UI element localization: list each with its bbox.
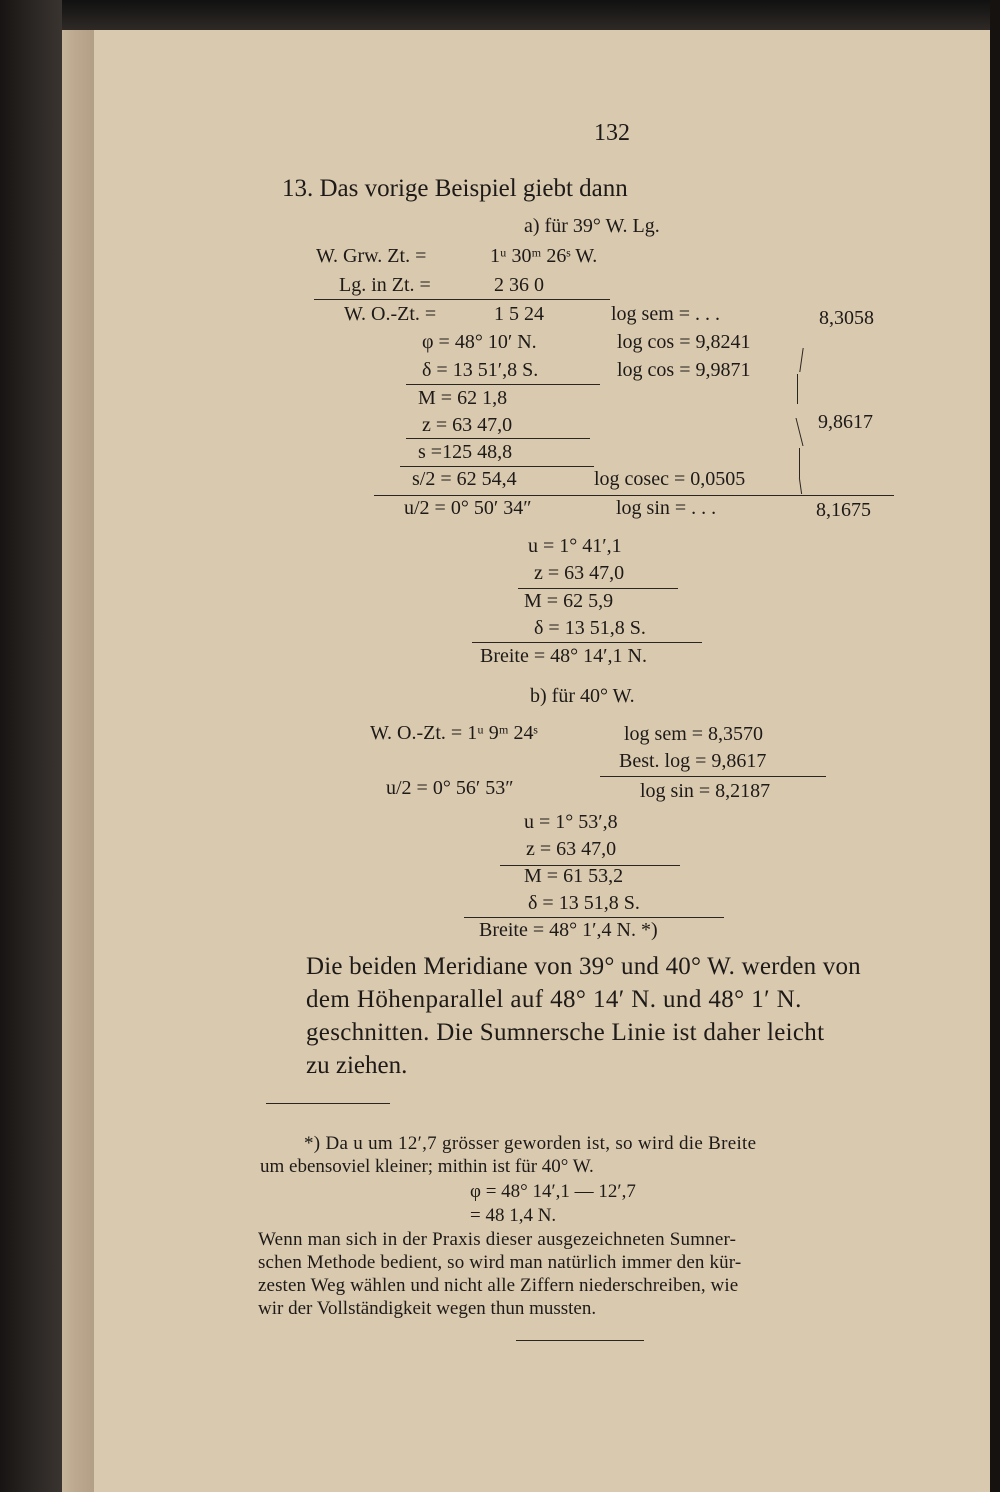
part-b-title: b) für 40° W.: [530, 685, 635, 707]
rule: [472, 642, 702, 643]
result-breite: Breite = 48° 1′,4 N. *): [479, 919, 658, 941]
footnote-line: schen Methode bedient, so wird man natürlich immer den kür-: [258, 1252, 742, 1273]
bracket: [797, 374, 798, 404]
result-line: z = 63 47,0: [526, 838, 617, 860]
rule: [600, 776, 826, 777]
log-label: log sin = 8,2187: [640, 780, 771, 802]
row-label: u/2 = 0° 56′ 53″: [386, 777, 514, 799]
bracket: [796, 418, 804, 446]
row-label: δ = 13 51′,8 S.: [422, 359, 539, 381]
rule: [314, 299, 610, 300]
row-label: φ = 48° 10′ N.: [422, 331, 537, 353]
row-label: s =125 48,8: [418, 441, 513, 463]
rule: [406, 384, 600, 385]
bracket: [799, 478, 802, 494]
footnote-line: φ = 48° 14′,1 — 12′,7: [470, 1181, 636, 1202]
result-line: z = 63 47,0: [534, 562, 625, 584]
bracket: [799, 448, 800, 478]
row-label: W. O.-Zt. = 1ᵘ 9ᵐ 24ˢ: [370, 722, 538, 744]
log-sum: 9,8617: [818, 411, 873, 433]
scan-top-edge: [0, 0, 1000, 30]
result-line: M = 61 53,2: [524, 865, 624, 887]
row-value: 1ᵘ 30ᵐ 26ˢ W.: [490, 245, 598, 267]
result-line: M = 62 5,9: [524, 590, 614, 612]
log-value: 8,3058: [819, 307, 874, 329]
page-gutter: [62, 30, 94, 1492]
rule: [406, 438, 590, 439]
rule: [400, 466, 594, 467]
footnote-line: *) Da u um 12′,7 grösser geworden ist, so wird die Breite: [304, 1133, 757, 1154]
row-value: 1 5 24: [494, 303, 544, 325]
paragraph-line: dem Höhenparallel auf 48° 14′ N. und 48° 1′ N.: [306, 986, 802, 1013]
bracket: [799, 348, 803, 372]
paragraph-line: Die beiden Meridiane von 39° und 40° W. werden von: [306, 953, 861, 980]
end-rule: [516, 1340, 644, 1341]
paragraph-line: geschnitten. Die Sumnersche Linie ist daher leicht: [306, 1019, 825, 1046]
result-line: δ = 13 51,8 S.: [534, 617, 646, 639]
result-line: u = 1° 53′,8: [524, 811, 618, 833]
log-label: log sem = 8,3570: [624, 723, 764, 745]
rule: [518, 588, 678, 589]
rule: [374, 495, 894, 496]
footnote-separator: [266, 1103, 390, 1104]
row-label: M = 62 1,8: [418, 387, 508, 409]
footnote-line: zesten Weg wählen und nicht alle Ziffern niederschreiben, wie: [258, 1275, 739, 1296]
footnote-line: um ebensoviel kleiner; mithin ist für 40° W.: [260, 1156, 594, 1177]
book-page: [94, 30, 990, 1492]
footnote-line: Wenn man sich in der Praxis dieser ausgezeichneten Sumner-: [258, 1229, 737, 1250]
row-label: W. O.-Zt. =: [344, 303, 437, 325]
row-label: s/2 = 62 54,4: [412, 468, 517, 490]
footnote-line: wir der Vollständigkeit wegen thun mussten.: [258, 1298, 597, 1319]
log-value: 8,1675: [816, 499, 871, 521]
page-number: 132: [594, 120, 630, 146]
log-label: log cos = 9,8241: [617, 331, 751, 353]
log-label: log sin = . . .: [616, 497, 717, 519]
result-line: u = 1° 41′,1: [528, 535, 622, 557]
rule: [464, 917, 724, 918]
log-label: Best. log = 9,8617: [619, 750, 767, 772]
paragraph-line: zu ziehen.: [306, 1052, 408, 1079]
row-label: z = 63 47,0: [422, 414, 513, 436]
result-breite: Breite = 48° 14′,1 N.: [480, 645, 647, 667]
part-a-title: a) für 39° W. Lg.: [524, 215, 660, 237]
result-line: δ = 13 51,8 S.: [528, 892, 640, 914]
scan-right-edge: [990, 0, 1000, 1492]
row-label: u/2 = 0° 50′ 34″: [404, 497, 532, 519]
log-label: log cos = 9,9871: [617, 359, 751, 381]
book-binding: [0, 0, 62, 1492]
row-value: 2 36 0: [494, 274, 544, 296]
log-label: log cosec = 0,0505: [594, 468, 746, 490]
row-label: Lg. in Zt. =: [339, 274, 431, 296]
log-label: log sem = . . .: [611, 303, 721, 325]
row-label: W. Grw. Zt. =: [316, 245, 427, 267]
footnote-line: = 48 1,4 N.: [470, 1205, 557, 1226]
section-heading: 13. Das vorige Beispiel giebt dann: [282, 175, 628, 202]
